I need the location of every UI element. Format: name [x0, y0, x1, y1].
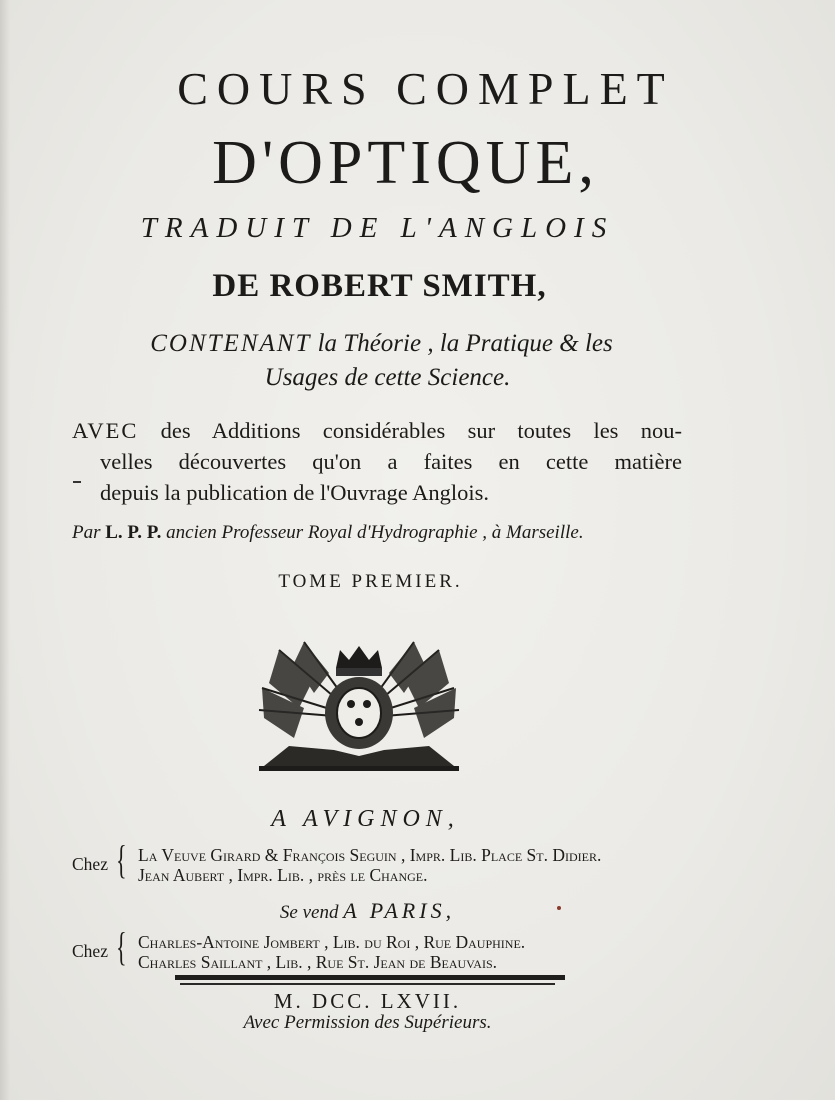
volume-label: TOME PREMIER.	[278, 571, 463, 592]
title-line-1: COURS COMPLET	[177, 63, 674, 114]
contents-lead: CONTENANT	[150, 330, 312, 357]
contents-rest: la Théorie , la Pratique & les	[317, 330, 613, 357]
additions-paragraph	[72, 415, 682, 508]
brace-icon: {	[116, 837, 127, 882]
permission-line: Avec Permission des Supérieurs.	[243, 1012, 492, 1033]
brace-icon: {	[116, 924, 127, 969]
translator-prefix: Par	[72, 522, 101, 543]
contents-line-1	[0, 330, 799, 358]
seller-line: Charles Saillant , Lib. , Rue St. Jean de Beauvais.	[138, 952, 497, 972]
paris-city: A PARIS,	[343, 898, 456, 923]
translator-line	[72, 522, 584, 544]
seller-line: Jean Aubert , Impr. Lib. , près le Change.	[138, 865, 428, 885]
paris-line	[0, 898, 785, 924]
seller-line: La Veuve Girard & François Seguin , Impr. Lib. Place St. Didier.	[138, 845, 602, 865]
seller-line: Charles-Antoine Jombert , Lib. du Roi , Rue Dauphine.	[138, 932, 526, 952]
author-line: DE ROBERT SMITH,	[212, 268, 547, 304]
additions-lead: AVEC	[72, 418, 139, 443]
translator-initials: L. P. P.	[105, 522, 162, 543]
coat-of-arms-icon	[254, 638, 464, 778]
publication-year: M. DCC. LXVII.	[273, 989, 462, 1013]
subtitle: TRADUIT DE L'ANGLOIS	[140, 212, 615, 244]
chez-label: Chez	[72, 854, 108, 874]
double-rule-bottom	[180, 983, 555, 985]
margin-mark	[73, 481, 81, 483]
imprint-city-avignon: A AVIGNON,	[271, 806, 460, 832]
contents-line-2: Usages de cette Science.	[264, 364, 511, 391]
additions-line-3: depuis la publication de l'Ouvrage Anglois.	[100, 480, 489, 505]
additions-line-2: velles découvertes qu'on a faites en cette matière	[100, 449, 682, 474]
paris-prefix: Se vend	[279, 902, 339, 923]
title-line-2: D'OPTIQUE,	[212, 129, 599, 197]
additions-rest: des Additions considérables sur toutes les nou-	[160, 418, 682, 443]
double-rule-top	[175, 975, 565, 980]
chez-label: Chez	[72, 941, 108, 961]
ink-speck	[557, 906, 561, 910]
additions-line-1	[72, 415, 682, 446]
translator-title: ancien Professeur Royal d'Hydrographie , à Marseille.	[166, 522, 584, 543]
